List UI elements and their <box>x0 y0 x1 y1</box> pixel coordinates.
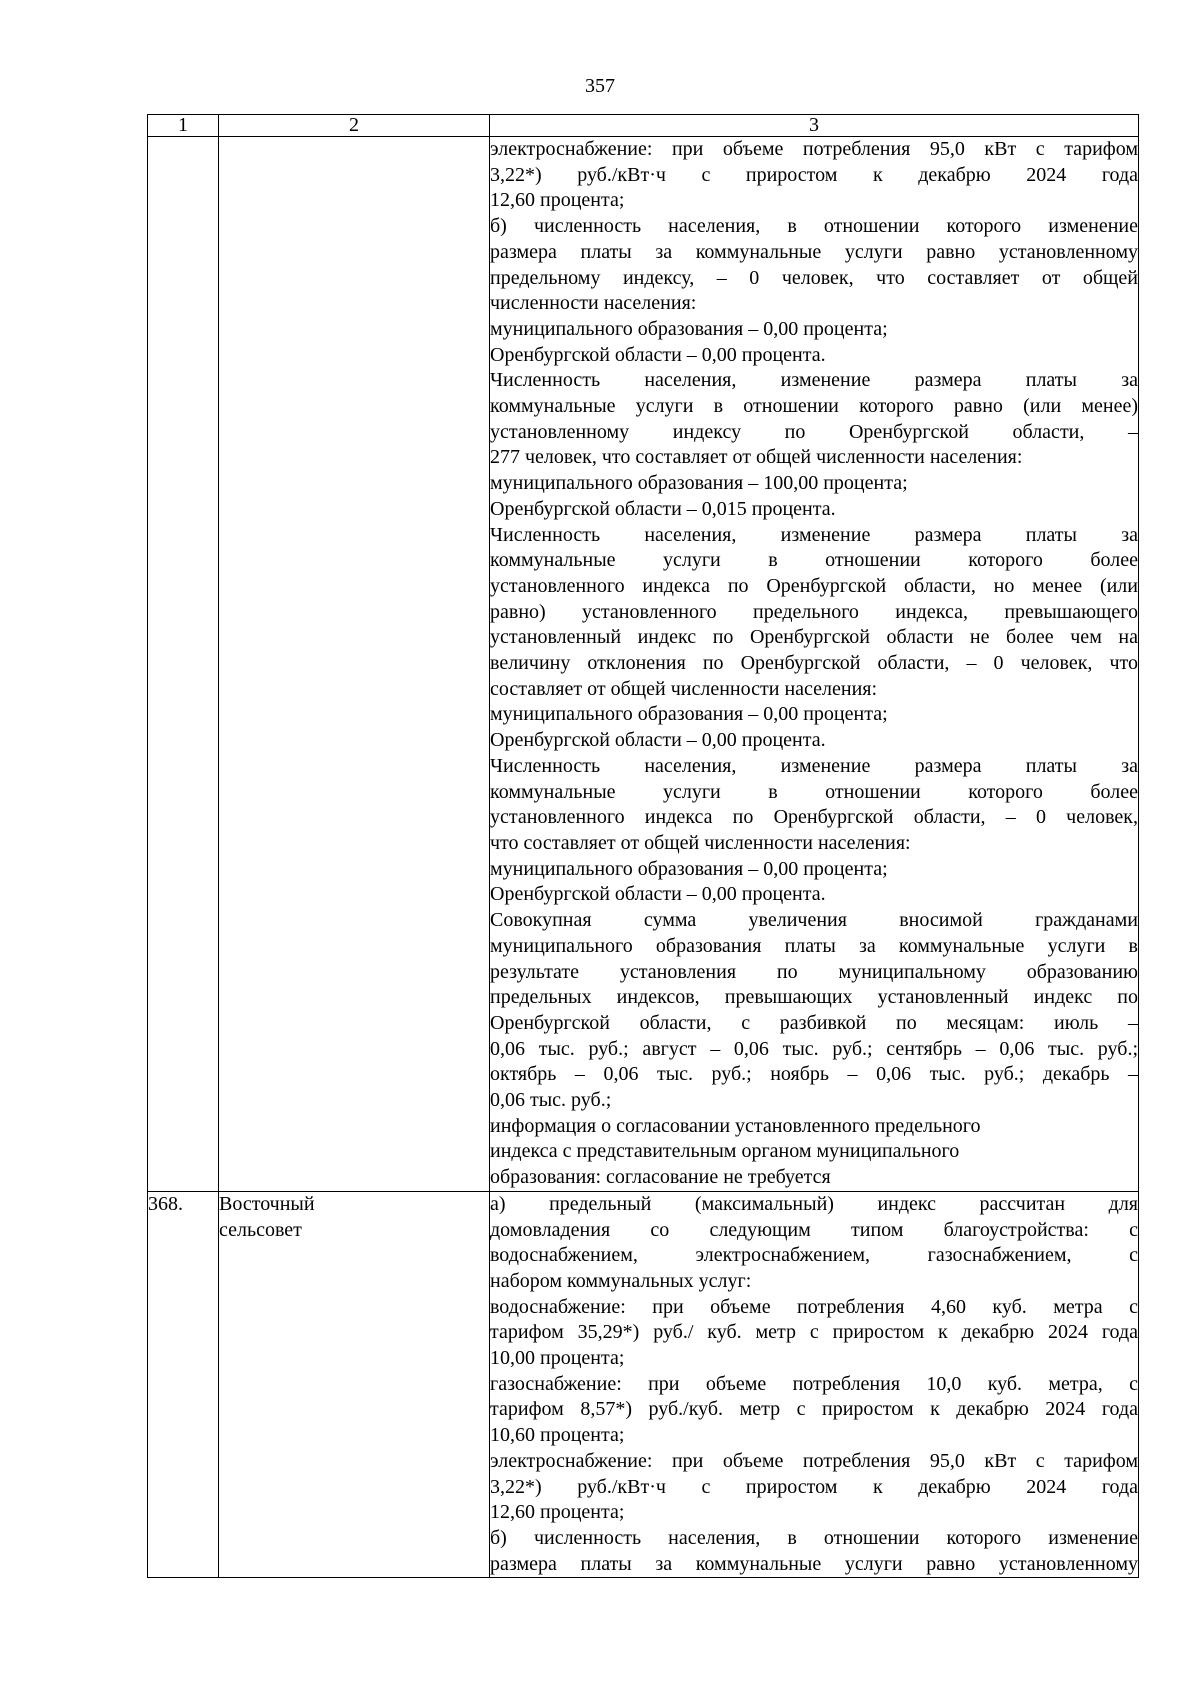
column-header-1: 1 <box>148 115 219 137</box>
text-line: Оренбургской области – 0,00 процента. <box>490 729 826 752</box>
index-description-cell <box>490 137 1139 1192</box>
text-line: Оренбургской области – 0,00 процента. <box>490 343 826 366</box>
text-line: муниципального образования платы за коммунальные услуги в <box>490 934 1138 957</box>
text-line: размера платы за коммунальные услуги равно установленному <box>490 240 1138 263</box>
text-line: тарифом 35,29*) руб./ куб. метр с приростом к декабрю 2024 года <box>490 1321 1138 1344</box>
text-line: 12,60 процента; <box>490 1501 625 1524</box>
text-line: составляет от общей численности населения: <box>490 677 878 700</box>
table-row-continuation <box>148 137 1139 1192</box>
text-line: 0,06 тыс. руб.; август – 0,06 тыс. руб.; сентябрь – 0,06 тыс. руб.; <box>490 1037 1138 1060</box>
text-line: набором коммунальных услуг: <box>490 1269 752 1292</box>
text-line: б) численность населения, в отношении которого изменение <box>490 215 1138 238</box>
text-line: численности населения: <box>490 292 697 315</box>
text-line: а) предельный (максимальный) индекс рассчитан для <box>490 1192 1138 1215</box>
text-line: коммунальные услуги в отношении которого более <box>490 780 1138 803</box>
text-line: установленного индекса по Оренбургской области, но менее (или <box>490 574 1138 597</box>
text-line: тарифом 8,57*) руб./куб. метр с приростом к декабрю 2024 года <box>490 1398 1138 1421</box>
text-line: 10,00 процента; <box>490 1347 625 1370</box>
text-line: установленному индексу по Оренбургской области, – <box>490 420 1138 443</box>
column-header-2: 2 <box>219 115 490 137</box>
text-line: 10,60 процента; <box>490 1424 625 1447</box>
column-header-3: 3 <box>490 115 1139 137</box>
text-line: что составляет от общей численности населения: <box>490 831 911 854</box>
text-line: домовладения со следующим типом благоустройства: с <box>490 1218 1138 1241</box>
text-line: Оренбургской области – 0,00 процента. <box>490 883 826 906</box>
text-line: предельных индексов, превышающих установленный индекс по <box>490 986 1138 1009</box>
text-line: Оренбургской области – 0,015 процента. <box>490 497 836 520</box>
text-line: образования: согласование не требуется <box>490 1166 831 1189</box>
text-line: коммунальные услуги в отношении которого равно (или менее) <box>490 395 1138 418</box>
text-line: размера платы за коммунальные услуги равно установленному <box>490 1552 1138 1575</box>
text-line: водоснабжением, электроснабжением, газоснабжением, с <box>490 1244 1138 1267</box>
text-line: муниципального образования – 100,00 процента; <box>490 472 908 495</box>
municipality-cell <box>219 137 490 1192</box>
text-line: 3,22*) руб./кВт·ч с приростом к декабрю 2024 года <box>490 163 1138 186</box>
municipality-name: Восточный <box>219 1192 315 1215</box>
table-row-368 <box>148 1191 1139 1578</box>
text-line: 0,06 тыс. руб.; <box>490 1089 612 1112</box>
text-line: 277 человек, что составляет от общей численности населения: <box>490 446 1023 469</box>
text-line: муниципального образования – 0,00 процента; <box>490 857 888 880</box>
row-number-cell <box>148 137 219 1192</box>
text-line: газоснабжение: при объеме потребления 10,0 куб. метра, с <box>490 1372 1138 1395</box>
text-line: Численность населения, изменение размера платы за <box>490 369 1138 392</box>
text-line: индекса с представительным органом муниципального <box>490 1140 960 1163</box>
text-line: октябрь – 0,06 тыс. руб.; ноябрь – 0,06 тыс. руб.; декабрь – <box>490 1063 1138 1086</box>
municipality-cell <box>219 1191 490 1578</box>
page-number: 357 <box>585 75 615 97</box>
text-line: муниципального образования – 0,00 процента; <box>490 703 888 726</box>
index-description-cell <box>490 1191 1139 1578</box>
text-line: электроснабжение: при объеме потребления 95,0 кВт с тарифом <box>490 1449 1138 1472</box>
text-line: Оренбургской области, с разбивкой по месяцам: июль – <box>490 1011 1138 1034</box>
municipality-type: сельсовет <box>219 1218 302 1241</box>
row-number-cell: 368. <box>148 1191 219 1578</box>
text-line: Численность населения, изменение размера платы за <box>490 754 1138 777</box>
text-line: установленного индекса по Оренбургской области, – 0 человек, <box>490 806 1138 829</box>
text-line: Совокупная сумма увеличения вносимой гражданами <box>490 909 1138 932</box>
text-line: муниципального образования – 0,00 процента; <box>490 317 888 340</box>
table-header-row <box>148 115 1139 137</box>
text-line: коммунальные услуги в отношении которого более <box>490 549 1138 572</box>
text-line: электроснабжение: при объеме потребления 95,0 кВт с тарифом <box>490 138 1138 160</box>
text-line: информация о согласовании установленного предельного <box>490 1114 981 1137</box>
index-table <box>147 114 1139 1578</box>
text-line: 3,22*) руб./кВт·ч с приростом к декабрю 2024 года <box>490 1475 1138 1498</box>
text-line: результате установления по муниципальному образованию <box>490 960 1138 983</box>
text-line: предельному индексу, – 0 человек, что составляет от общей <box>490 266 1138 289</box>
text-line: водоснабжение: при объеме потребления 4,60 куб. метра с <box>490 1295 1138 1318</box>
text-line: равно) установленного предельного индекса, превышающего <box>490 600 1138 623</box>
text-line: б) численность населения, в отношении которого изменение <box>490 1526 1138 1549</box>
text-line: установленный индекс по Оренбургской области не более чем на <box>490 626 1138 649</box>
text-line: Численность населения, изменение размера платы за <box>490 523 1138 546</box>
text-line: 12,60 процента; <box>490 189 625 212</box>
text-line: величину отклонения по Оренбургской области, – 0 человек, что <box>490 652 1138 675</box>
